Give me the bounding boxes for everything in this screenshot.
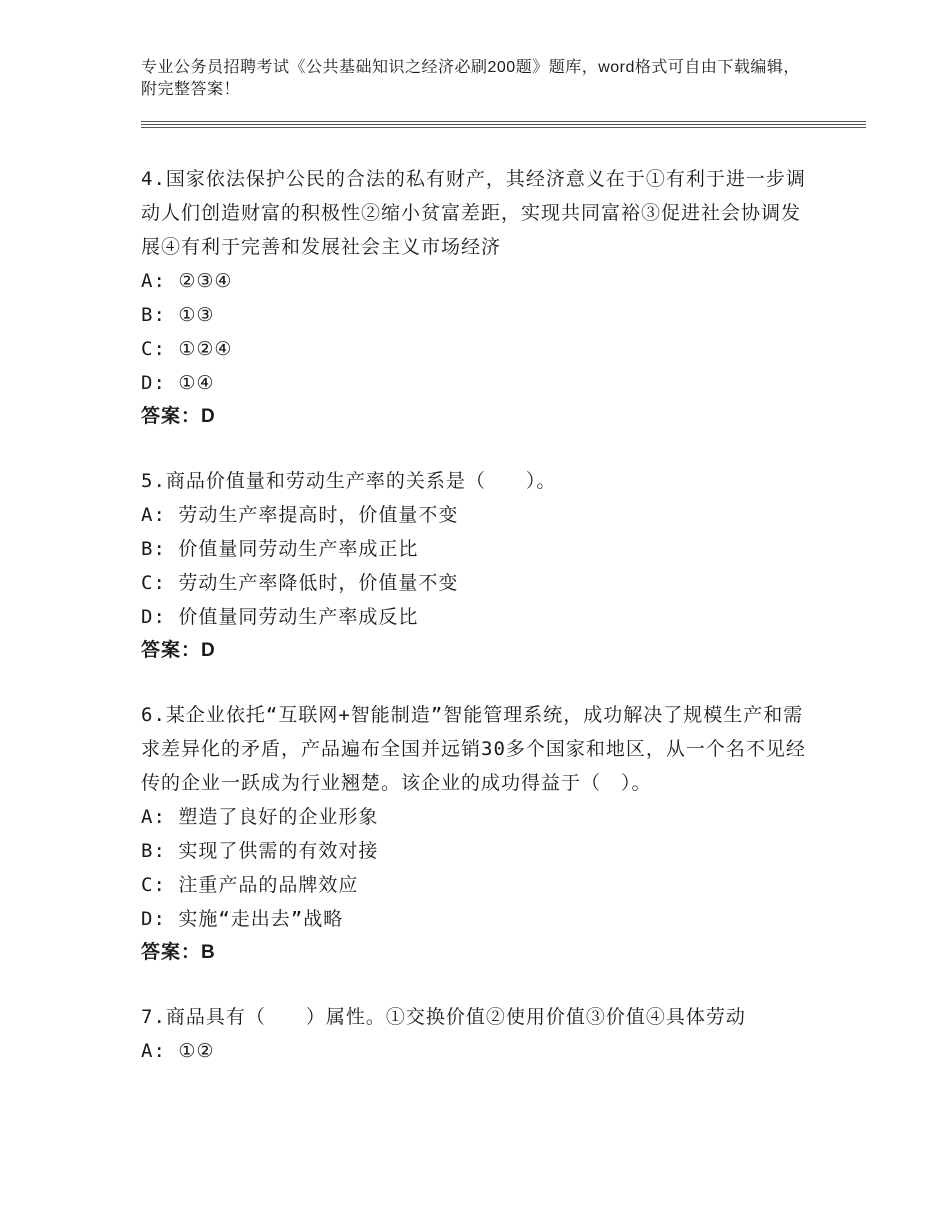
question-item	[141, 1000, 811, 1068]
option-a: A: ①②	[141, 1040, 215, 1062]
question-item	[141, 464, 811, 668]
header-divider	[141, 124, 866, 125]
answer-label: 答案：B	[141, 942, 216, 963]
answer-label: 答案：D	[141, 406, 216, 427]
question-stem: 4.国家依法保护公民的合法的私有财产，其经济意义在于①有利于进一步调动人们创造财富的积极性②缩小贫富差距，实现共同富裕③促进社会协调发展④有利于完善和发展社会主义市场经济	[141, 168, 806, 258]
question-stem: 7.商品具有（ ）属性。①交换价值②使用价值③价值④具体劳动	[141, 1006, 746, 1028]
option-a: A: 劳动生产率提高时，价值量不变	[141, 504, 459, 526]
header-divider	[141, 121, 866, 122]
question-stem: 5.商品价值量和劳动生产率的关系是（ ）。	[141, 470, 557, 492]
question-item	[141, 698, 811, 970]
option-a: A: ②③④	[141, 270, 233, 292]
question-stem: 6.某企业依托“互联网+智能制造”智能管理系统，成功解决了规模生产和需求差异化的矛盾，产品遍布全国并远销30多个国家和地区，从一个名不见经传的企业一跃成为行业翘楚。该企业的成功得益于（ ）。	[141, 704, 806, 794]
question-item	[141, 162, 811, 434]
option-c: C: ①②④	[141, 338, 233, 360]
option-b: B: ①③	[141, 304, 215, 326]
option-d: D: ①④	[141, 372, 215, 394]
option-b: B: 实现了供需的有效对接	[141, 840, 379, 862]
option-d: D: 价值量同劳动生产率成反比	[141, 606, 419, 628]
option-b: B: 价值量同劳动生产率成正比	[141, 538, 419, 560]
question-list	[141, 162, 811, 1098]
option-a: A: 塑造了良好的企业形象	[141, 806, 379, 828]
document-header: 专业公务员招聘考试《公共基础知识之经济必刷200题》题库，word格式可自由下载编辑，附完整答案！	[141, 59, 800, 98]
option-d: D: 实施“走出去”战略	[141, 908, 344, 930]
option-c: C: 劳动生产率降低时，价值量不变	[141, 572, 459, 594]
header-divider	[141, 127, 866, 128]
option-c: C: 注重产品的品牌效应	[141, 874, 359, 896]
answer-label: 答案：D	[141, 640, 216, 661]
